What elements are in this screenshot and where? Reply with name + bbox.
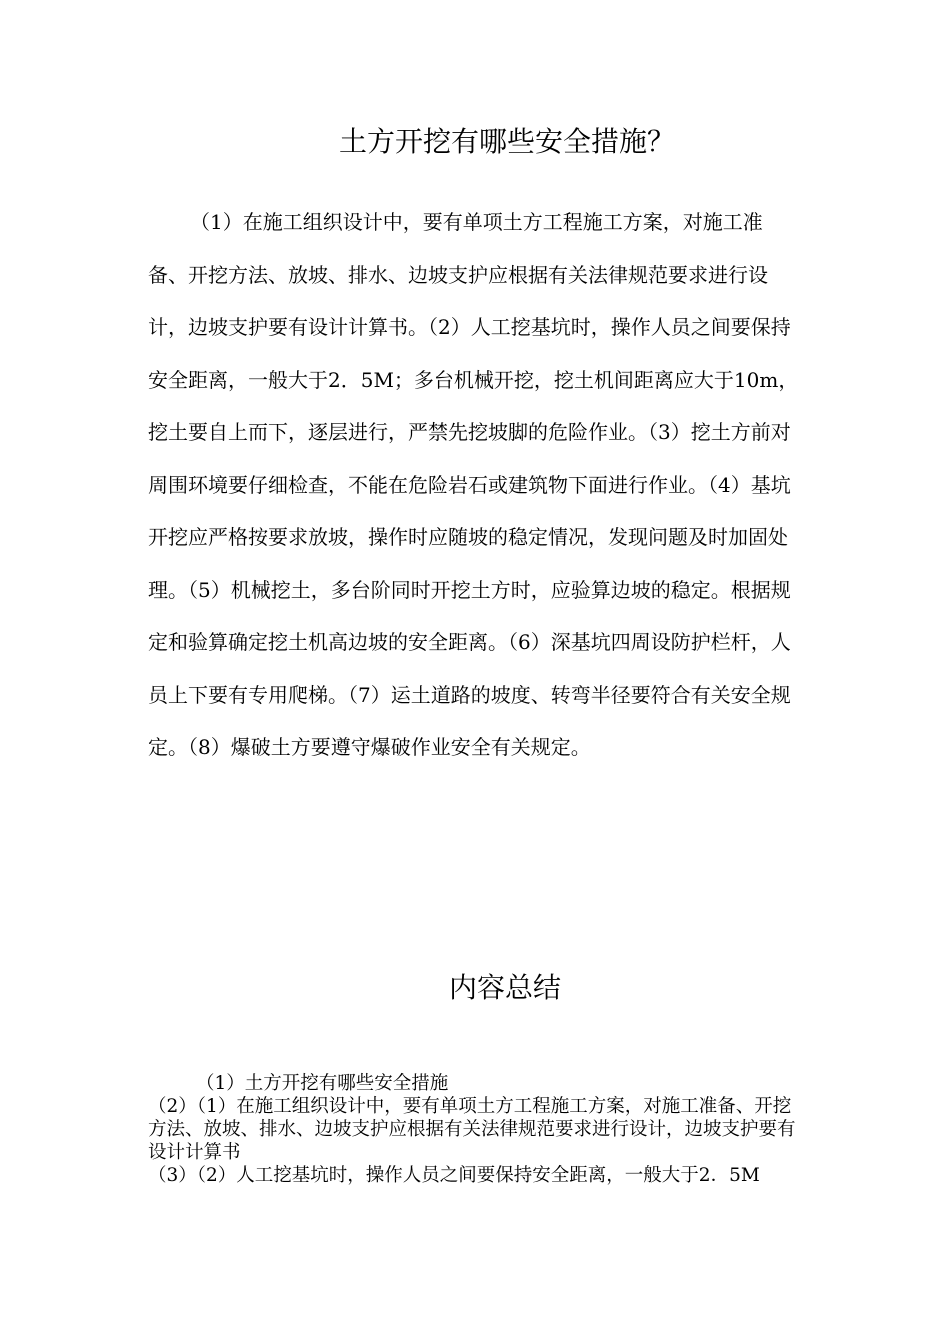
summary-item: （2）（1）在施工组织设计中，要有单项土方工程施工方案，对施工准备、开挖方法、放坡、排水、边坡支护应根据有关法律规范要求进行设计，边坡支护要有设计计算书 xyxy=(148,1096,796,1163)
summary-item: （3）（2）人工挖基坑时，操作人员之间要保持安全距离，一般大于2．5M xyxy=(148,1165,760,1186)
summary-list xyxy=(148,1072,800,1187)
document-body: （1）在施工组织设计中，要有单项土方工程施工方案，对施工准备、开挖方法、放坡、排水、边坡支护应根据有关法律规范要求进行设计，边坡支护要有设计计算书。（2）人工挖基坑时，操作人员之间要保持安全距离，一般大于2．5M；多台机械开挖，挖土机间距离应大于10m，挖土要自上而下，逐层进行，严禁先挖坡脚的危险作业。（3）挖土方前对周围环境要仔细检查，不能在危险岩石或建筑物下面进行作业。（4）基坑开挖应严格按要求放坡，操作时应随坡的稳定情况，发现问题及时加固处理。（5）机械挖土，多台阶同时开挖土方时，应验算边坡的稳定。根据规定和验算确定挖土机高边坡的安全距离。（6）深基坑四周设防护栏杆，人员上下要有专用爬梯。（7）运土道路的坡度、转弯半径要符合有关安全规定。（8）爆破土方要遵守爆破作业安全有关规定。 xyxy=(148,210,799,759)
summary-item: （1）土方开挖有哪些安全措施 xyxy=(196,1073,449,1094)
document-title: 土方开挖有哪些安全措施？ xyxy=(338,125,675,158)
summary-heading: 内容总结 xyxy=(448,971,561,1004)
